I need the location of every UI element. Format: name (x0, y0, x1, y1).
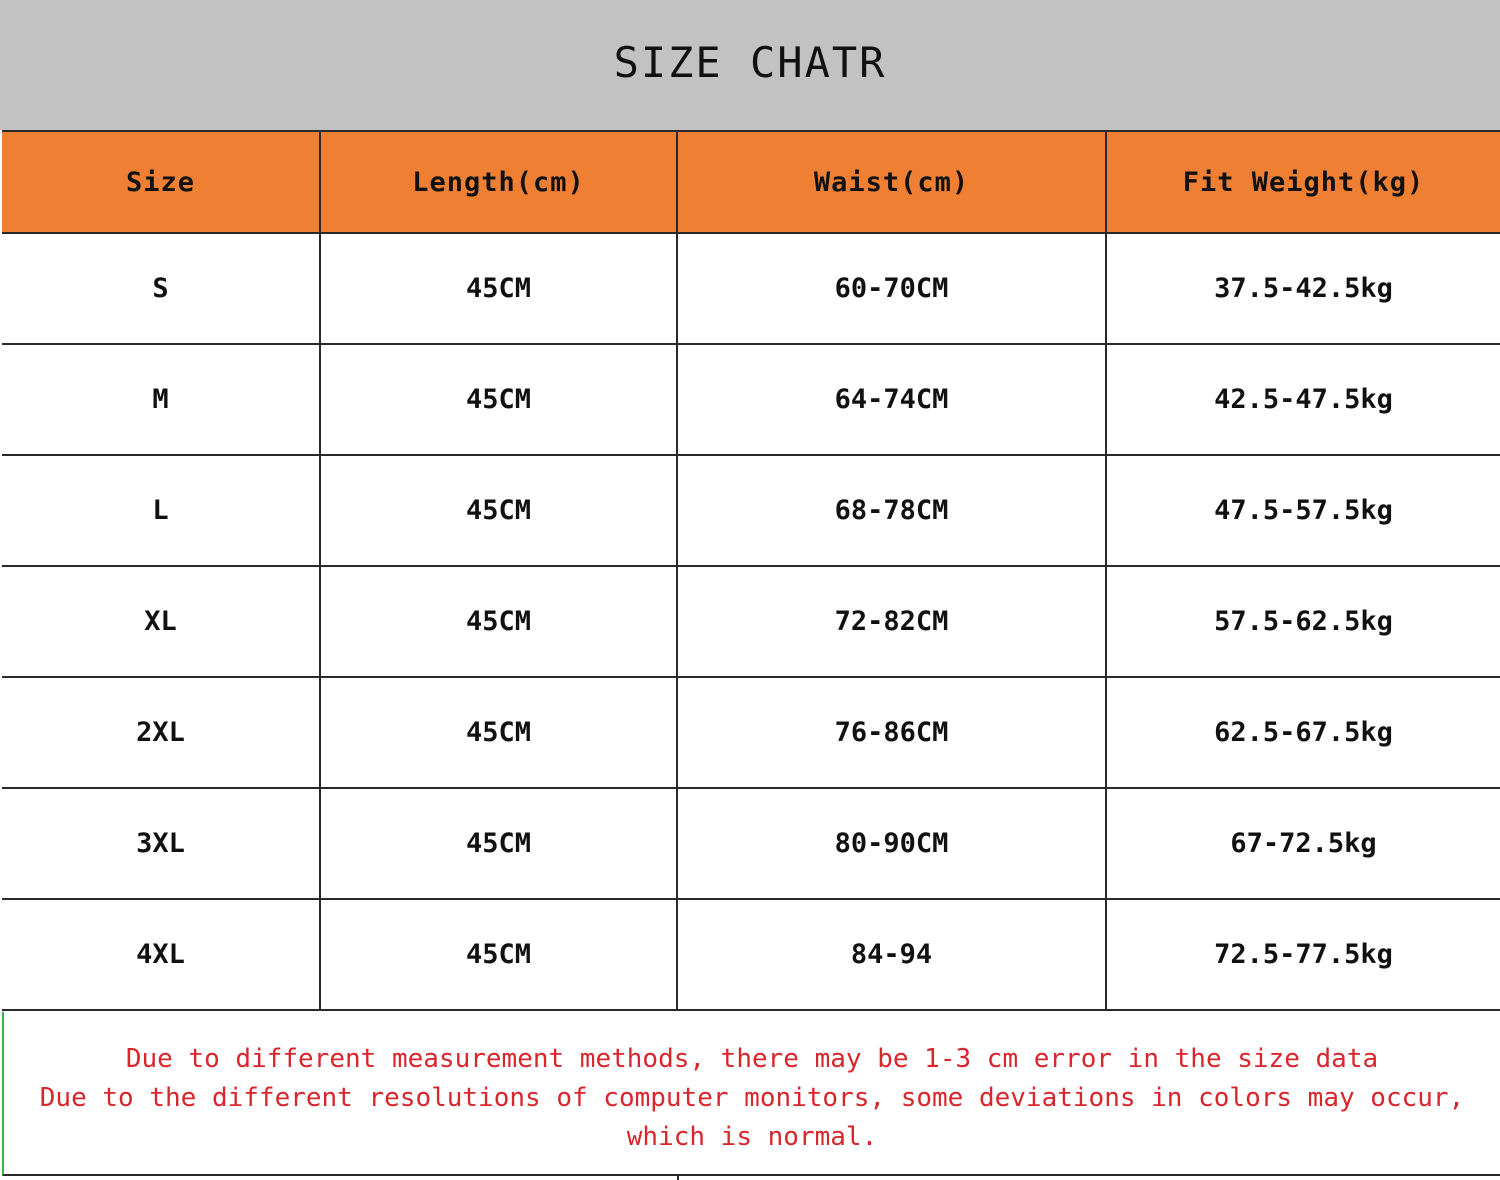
cell-fit-weight: 62.5-67.5kg (1106, 677, 1500, 788)
note-line-3: which is normal. (626, 1122, 878, 1152)
cell-waist: 84-94 (677, 899, 1106, 1010)
cell-fit-weight: 67-72.5kg (1106, 788, 1500, 899)
cell-waist: 80-90CM (677, 788, 1106, 899)
table-row (2, 677, 1500, 788)
cell-length: 45CM (320, 344, 677, 455)
table-row (2, 899, 1500, 1010)
cell-size: 3XL (2, 788, 320, 899)
header-length: Length(cm) (320, 131, 677, 233)
cell-size: S (2, 233, 320, 344)
bottom-divider (0, 1176, 1500, 1180)
cell-size: M (2, 344, 320, 455)
cell-waist: 64-74CM (677, 344, 1106, 455)
table-row (2, 566, 1500, 677)
page-title: SIZE CHATR (613, 37, 887, 87)
cell-length: 45CM (320, 233, 677, 344)
cell-length: 45CM (320, 455, 677, 566)
cell-waist: 76-86CM (677, 677, 1106, 788)
header-fit-weight: Fit Weight(kg) (1106, 131, 1500, 233)
cell-fit-weight: 72.5-77.5kg (1106, 899, 1500, 1010)
cell-waist: 68-78CM (677, 455, 1106, 566)
cell-length: 45CM (320, 677, 677, 788)
cell-waist: 60-70CM (677, 233, 1106, 344)
cell-fit-weight: 57.5-62.5kg (1106, 566, 1500, 677)
cell-size: L (2, 455, 320, 566)
cell-size: XL (2, 566, 320, 677)
cell-size: 2XL (2, 677, 320, 788)
title-bar (0, 0, 1500, 130)
cell-length: 45CM (320, 566, 677, 677)
cell-fit-weight: 42.5-47.5kg (1106, 344, 1500, 455)
table-row (2, 344, 1500, 455)
table-row (2, 455, 1500, 566)
table-row (2, 788, 1500, 899)
measurement-note (2, 1012, 1500, 1176)
cell-waist: 72-82CM (677, 566, 1106, 677)
header-waist: Waist(cm) (677, 131, 1106, 233)
cell-length: 45CM (320, 788, 677, 899)
header-size: Size (2, 131, 320, 233)
cell-fit-weight: 37.5-42.5kg (1106, 233, 1500, 344)
cell-length: 45CM (320, 899, 677, 1010)
column-divider-tick (677, 1176, 679, 1180)
note-line-2: Due to the different resolutions of computer monitors, some deviations in colors may occur, (39, 1083, 1465, 1113)
cell-fit-weight: 47.5-57.5kg (1106, 455, 1500, 566)
note-line-1: Due to different measurement methods, there may be 1-3 cm error in the size data (125, 1044, 1379, 1074)
table-row (2, 233, 1500, 344)
size-chart-table (2, 130, 1500, 1011)
header-row (2, 131, 1500, 233)
note-text-block (4, 1040, 1500, 1157)
cell-size: 4XL (2, 899, 320, 1010)
